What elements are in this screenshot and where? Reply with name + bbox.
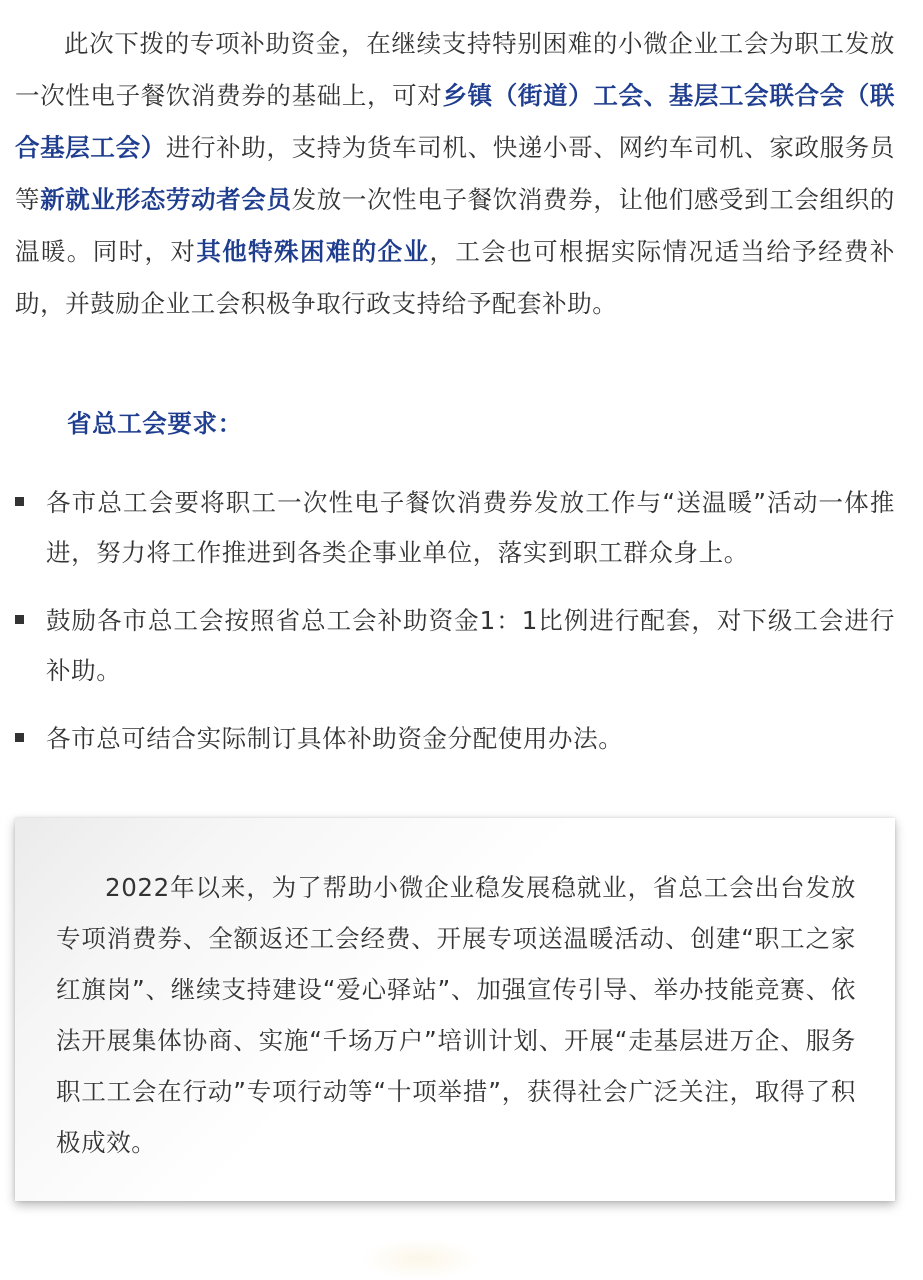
intro-highlight-township-unions: 乡镇（街道）工会、基层工会联合会（联合基层工会） bbox=[15, 81, 895, 162]
list-item-text: 各市总工会要将职工一次性电子餐饮消费券发放工作与“送温暖”活动一体推进，努力将工作推进到各类企事业单位，落实到职工群众身上。 bbox=[46, 488, 895, 567]
list-item bbox=[0, 596, 923, 696]
intro-highlight-new-workers: 新就业形态劳动者会员 bbox=[40, 185, 292, 214]
square-bullet-icon bbox=[15, 733, 24, 742]
list-item bbox=[0, 478, 923, 578]
intro-text-2: 进行补助，支持为货车司机、快递小哥、网约车司机、家政服务员等 bbox=[15, 133, 895, 214]
intro-text-1: 此次下拨的专项补助资金，在继续支持特别困难的小微企业工会为职工发放一次性电子餐饮消费券的基础上，可对 bbox=[15, 29, 895, 110]
list-item-text: 各市总可结合实际制订具体补助资金分配使用办法。 bbox=[46, 724, 624, 753]
intro-text-3: 发放一次性电子餐饮消费券，让他们感受到工会组织的温暖。同时，对 bbox=[15, 185, 895, 266]
decorative-glow bbox=[360, 1238, 480, 1280]
square-bullet-icon bbox=[15, 497, 24, 506]
list-item bbox=[0, 714, 923, 764]
intro-highlight-special-enterprises: 其他特殊困难的企业 bbox=[196, 237, 430, 266]
requirements-list bbox=[0, 478, 923, 782]
summary-card bbox=[15, 818, 895, 1201]
requirements-heading: 省总工会要求： bbox=[67, 409, 243, 438]
list-item-text: 鼓励各市总工会按照省总工会补助资金1：1比例进行配套，对下级工会进行补助。 bbox=[46, 606, 895, 685]
intro-paragraph bbox=[15, 18, 895, 330]
summary-paragraph: 2022年以来，为了帮助小微企业稳发展稳就业，省总工会出台发放专项消费券、全额返还工会经费、开展专项送温暖活动、创建“职工之家红旗岗”、继续支持建设“爱心驿站”、加强宣传引导、举办技能竞赛、依法开展集体协商、实施“千场万户”培训计划、开展“走基层进万企、服务职工工会在行动”专项行动等“十项举措”，获得社会广泛关注，取得了积极成效。 bbox=[56, 873, 856, 1157]
intro-text-4: ，工会也可根据实际情况适当给予经费补助，并鼓励企业工会积极争取行政支持给予配套补助。 bbox=[15, 237, 895, 318]
square-bullet-icon bbox=[15, 615, 24, 624]
